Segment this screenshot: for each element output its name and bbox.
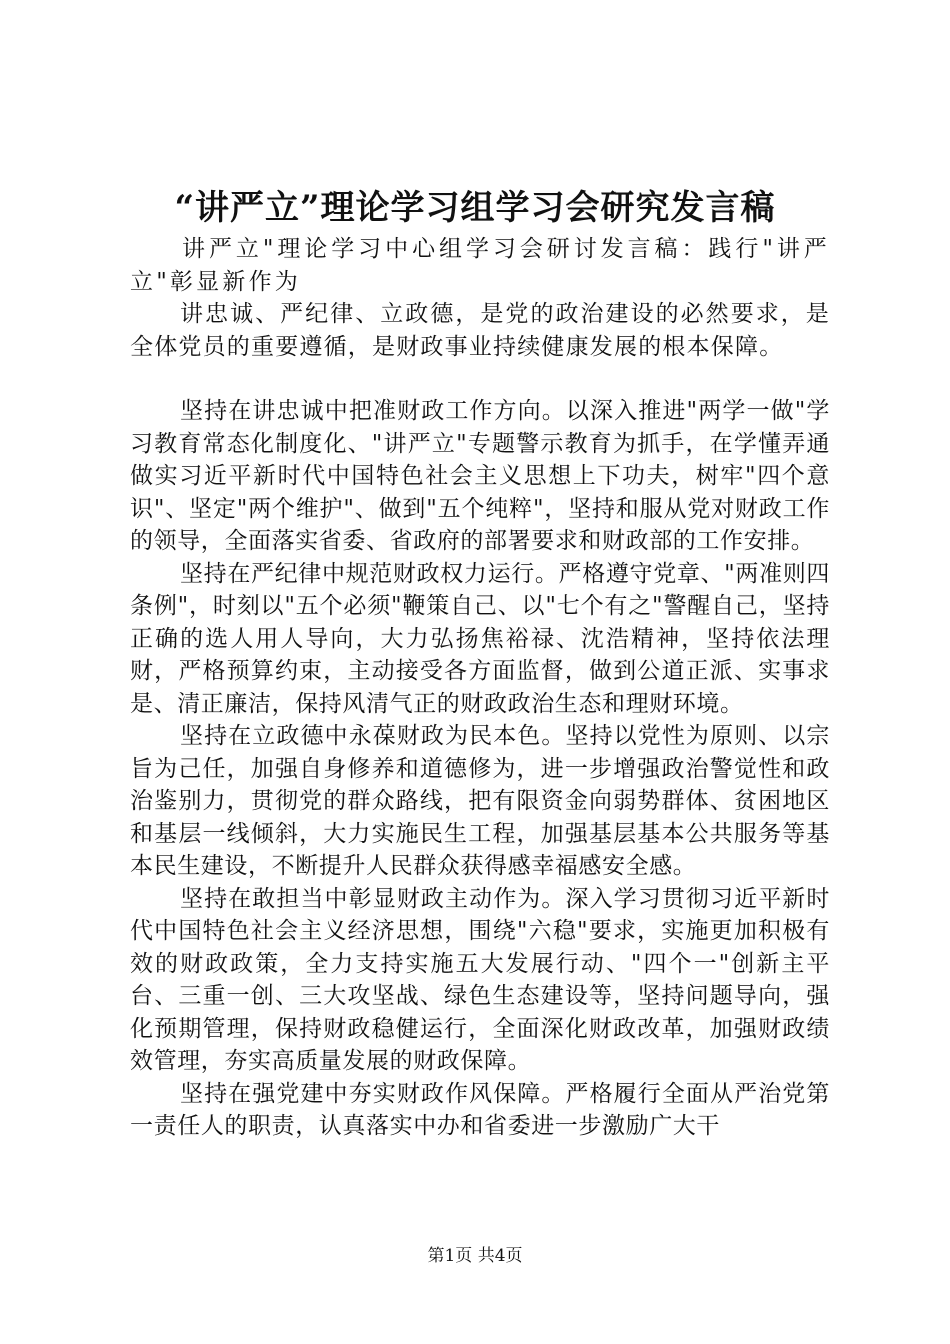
paragraph-discipline: 坚持在严纪律中规范财政权力运行。严格遵守党章、"两准则四条例"，时刻以"五个必须"鞭策自己、以"七个有之"警醒自己，坚持正确的选人用人导向，大力弘扬焦裕禄、沈浩精神，坚持依法理财，严格预算约束，主动接受各方面监督，做到公道正派、实事求是、清正廉洁，保持风清气正的财政政治生态和理财环境。 [130, 560, 830, 717]
paragraph-loyalty: 坚持在讲忠诚中把准财政工作方向。以深入推进"两学一做"学习教育常态化制度化、"讲严立"专题警示教育为抓手，在学懂弄通做实习近平新时代中国特色社会主义思想上下功夫，树牢"四个意识"、坚定"两个维护"、做到"五个纯粹"，坚持和服从党对财政工作的领导，全面落实省委、省政府的部署要求和财政部的工作安排。 [130, 398, 830, 554]
page-number: 第1页 共4页 [427, 1246, 523, 1266]
paragraph-responsibility: 坚持在敢担当中彰显财政主动作为。深入学习贯彻习近平新时代中国特色社会主义经济思想，围绕"六稳"要求，实施更加积极有效的财政政策，全力支持实施五大发展行动、"四个一"创新主平台、三重一创、三大攻坚战、绿色生态建设等，坚持问题导向，强化预期管理，保持财政稳健运行，全面深化财政改革，加强财政绩效管理，夯实高质量发展的财政保障。 [130, 885, 830, 1074]
paragraph-intro: 讲忠诚、严纪律、立政德，是党的政治建设的必然要求，是全体党员的重要遵循，是财政事业持续健康发展的根本保障。 [130, 301, 830, 360]
paragraph-party-building: 坚持在强党建中夯实财政作风保障。严格履行全面从严治党第一责任人的职责，认真落实中办和省委进一步激励广大干 [130, 1080, 830, 1139]
paragraph-subtitle: 讲严立"理论学习中心组学习会研讨发言稿：践行"讲严立"彰显新作为 [130, 236, 830, 295]
document-title: “讲严立”理论学习组学习会研究发言稿 [174, 188, 776, 228]
paragraph-virtue: 坚持在立政德中永葆财政为民本色。坚持以党性为原则、以宗旨为己任，加强自身修养和道德修为，进一步增强政治警觉性和政治鉴别力，贯彻党的群众路线，把有限资金向弱势群体、贫困地区和基层一线倾斜，大力实施民生工程，加强基层基本公共服务等基本民生建设，不断提升人民群众获得感幸福感安全感。 [130, 723, 830, 879]
document-body [130, 233, 830, 1143]
